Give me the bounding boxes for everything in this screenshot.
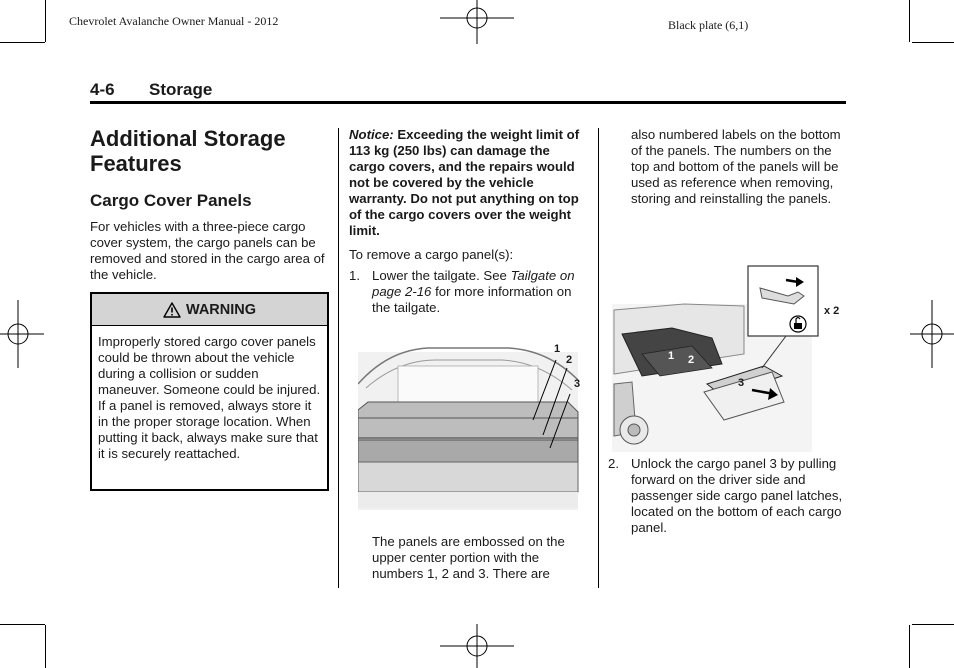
warning-icon <box>163 302 181 318</box>
step-text: Unlock the cargo panel 3 by pulling forward on the driver side and passenger side cargo panel latches, located on the bottom of each cargo panel. <box>631 456 843 535</box>
step-text-pre: Lower the tailgate. See <box>372 268 511 283</box>
crop-mark <box>0 624 45 625</box>
step-text <box>372 268 589 316</box>
crop-mark <box>45 0 46 42</box>
panel-number-1: 1 <box>668 350 675 362</box>
section-number: 4-6 <box>90 80 115 99</box>
registration-mark-top <box>440 0 514 44</box>
plate-label: Black plate (6,1) <box>668 18 749 32</box>
crop-mark <box>0 42 45 43</box>
crop-mark <box>45 625 46 668</box>
page-title: Additional Storage Features <box>90 126 286 176</box>
crop-mark <box>912 624 954 625</box>
section-name: Storage <box>149 80 213 99</box>
intro-paragraph: For vehicles with a three-piece cargo cover system, the cargo panels can be removed and stored in the cargo area of the vehicle. <box>90 219 325 282</box>
warning-box <box>90 292 329 491</box>
warning-header <box>92 294 327 326</box>
panel-removal-illustration <box>612 264 820 452</box>
subsection-title: Cargo Cover Panels <box>90 191 252 210</box>
crop-mark <box>909 625 910 668</box>
manual-title: Chevrolet Avalanche Owner Manual - 2012 <box>69 14 279 28</box>
column-divider <box>598 128 599 588</box>
multiplier-label: x 2 <box>824 305 840 317</box>
remove-intro: To remove a cargo panel(s): <box>349 247 514 262</box>
registration-mark-left <box>0 300 44 368</box>
step-number: 2. <box>608 456 619 471</box>
continued-paragraph: also numbered labels on the bottom of the panels. The numbers on the top and bottom of the panels will be used as reference when removing, storing and reinstalling the panels. <box>631 127 841 206</box>
warning-label: WARNING <box>185 301 257 318</box>
panel-number-2: 2 <box>688 354 695 366</box>
crop-mark <box>912 42 954 43</box>
step-1 <box>349 268 589 316</box>
step-number: 1. <box>349 268 360 283</box>
notice-paragraph <box>349 127 589 239</box>
column-divider <box>338 128 339 588</box>
step-2 <box>608 456 846 536</box>
crop-mark <box>909 0 910 42</box>
callout-3: 3 <box>574 378 581 390</box>
cargo-panels-illustration <box>358 340 586 512</box>
section-rule <box>90 101 846 104</box>
callout-1: 1 <box>554 343 561 355</box>
notice-label: Notice: <box>349 127 394 142</box>
callout-2: 2 <box>566 354 573 366</box>
panels-paragraph: The panels are embossed on the upper center portion with the numbers 1, 2 and 3. There are <box>372 534 565 581</box>
warning-text: Improperly stored cargo cover panels could be thrown about the vehicle during a collision or sudden maneuver. Someone could be injured. If a panel is removed, always store it in the proper storage location. When putting it back, always make sure that it is securely reattached. <box>98 334 321 461</box>
notice-text: Exceeding the weight limit of 113 kg (250 lbs) can damage the cargo covers, and the repairs would not be covered by the vehicle warranty. Do not put anything on top of the cargo covers over the weight limit. <box>349 127 580 238</box>
tailgate-link[interactable]: Tailgate on page 2-16 <box>372 268 575 299</box>
step-text-post: for more information on the tailgate. <box>372 284 572 315</box>
registration-mark-right <box>910 300 954 368</box>
registration-mark-bottom <box>440 624 514 668</box>
panel-number-3: 3 <box>738 377 745 389</box>
